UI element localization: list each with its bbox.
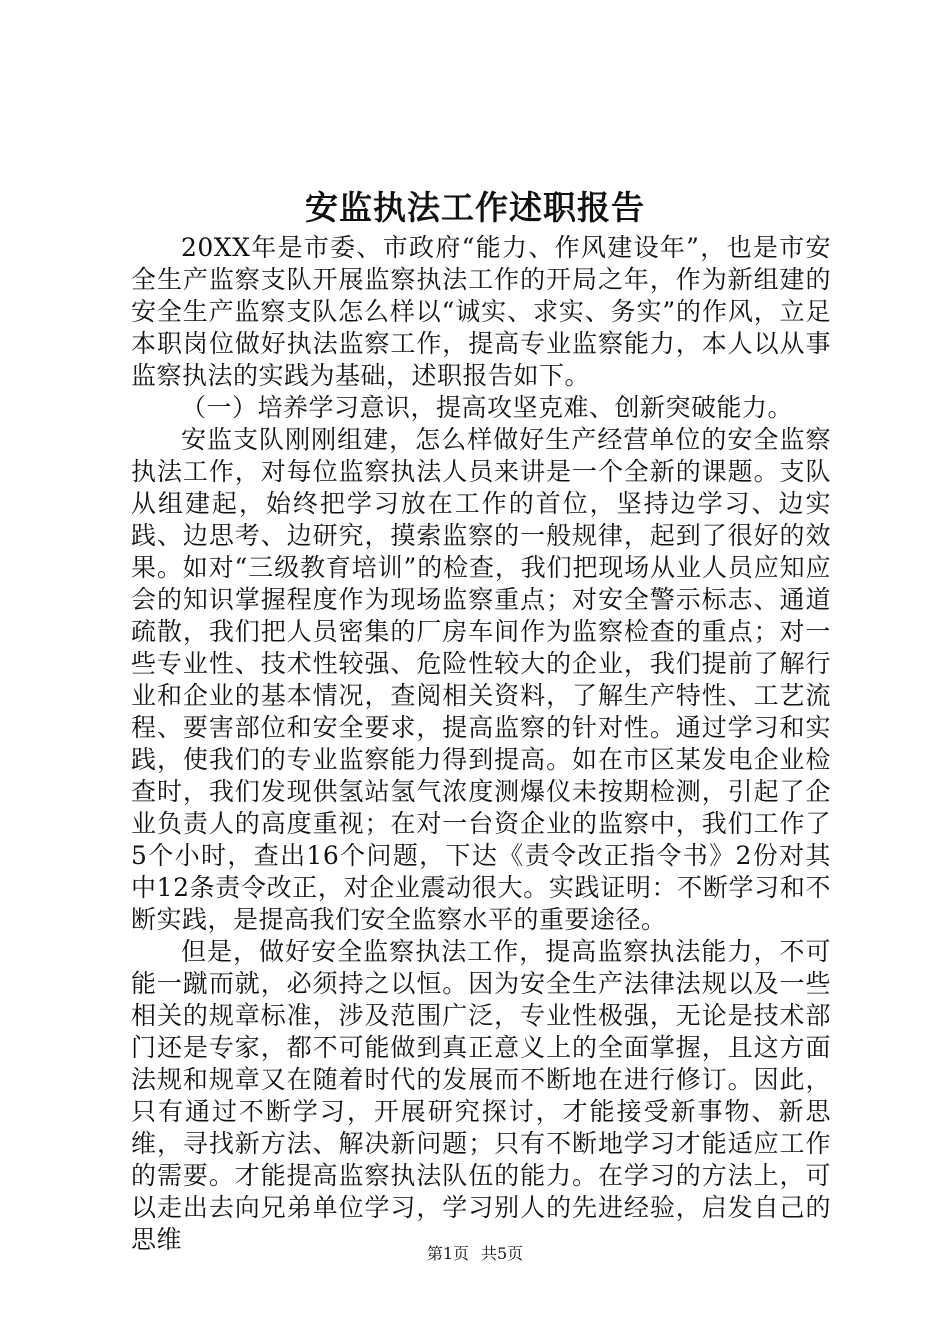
body-paragraph: 但是，做好安全监察执法工作，提高监察执法能力，不可能一蹴而就，必须持之以恒。因为安全生产法律法规以及一些相关的规章标准，涉及范围广泛，专业性极强，无论是技术部门还是专家，都不可能做到真正意义上的全面掌握，且这方面法规和规章又在随着时代的发展而不断地在进行修订。因此，只有通过不断学习，开展研究探讨，才能接受新事物、新思维，寻找新方法、解决新问题；只有不断地学习才能适应工作的需要。才能提高监察执法队伍的能力。在学习的方法上，可以走出去向兄弟单位学习，学习别人的先进经验，启发自己的思维 (131, 937, 831, 1254)
body-paragraph: 安监支队刚刚组建，怎么样做好生产经营单位的安全监察执法工作，对每位监察执法人员来讲是一个全新的课题。支队从组建起，始终把学习放在工作的首位，坚持边学习、边实践、边思考、边研究，摸索监察的一般规律，起到了很好的效果。如对“三级教育培训”的检查，我们把现场从业人员应知应会的知识掌握程度作为现场监察重点；对安全警示标志、通道疏散，我们把人员密集的厂房车间作为监察检查的重点；对一些专业性、技术性较强、危险性较大的企业，我们提前了解行业和企业的基本情况，查阅相关资料，了解生产特性、工艺流程、要害部位和安全要求，提高监察的针对性。通过学习和实践，使我们的专业监察能力得到提高。如在市区某发电企业检查时，我们发现供氢站氢气浓度测爆仪未按期检测，引起了企业负责人的高度重视；在对一台资企业的监察中，我们工作了5个小时，查出16个问题，下达《责令改正指令书》2份对其中12条责令改正，对企业震动很大。实践证明：不断学习和不断实践，是提高我们安全监察水平的重要途径。 (131, 425, 831, 934)
document-title: 安监执法工作述职报告 (305, 188, 645, 227)
intro-paragraph: 20XX年是市委、市政府“能力、作风建设年”，也是市安全生产监察支队开展监察执法工作的开局之年，作为新组建的安全生产监察支队怎么样以“诚实、求实、务实”的作风，立足本职岗位做好执法监察工作，提高专业监察能力，本人以从事监察执法的实践为基础，述职报告如下。 (131, 233, 831, 390)
document-body (131, 232, 831, 1256)
page-total: 共5页 (481, 1244, 524, 1263)
section-heading-1: （一）培养学习意识，提高攻坚克难、创新突破能力。 (181, 393, 794, 422)
page-number: 第1页 (426, 1244, 469, 1263)
page-footer (0, 1244, 950, 1264)
